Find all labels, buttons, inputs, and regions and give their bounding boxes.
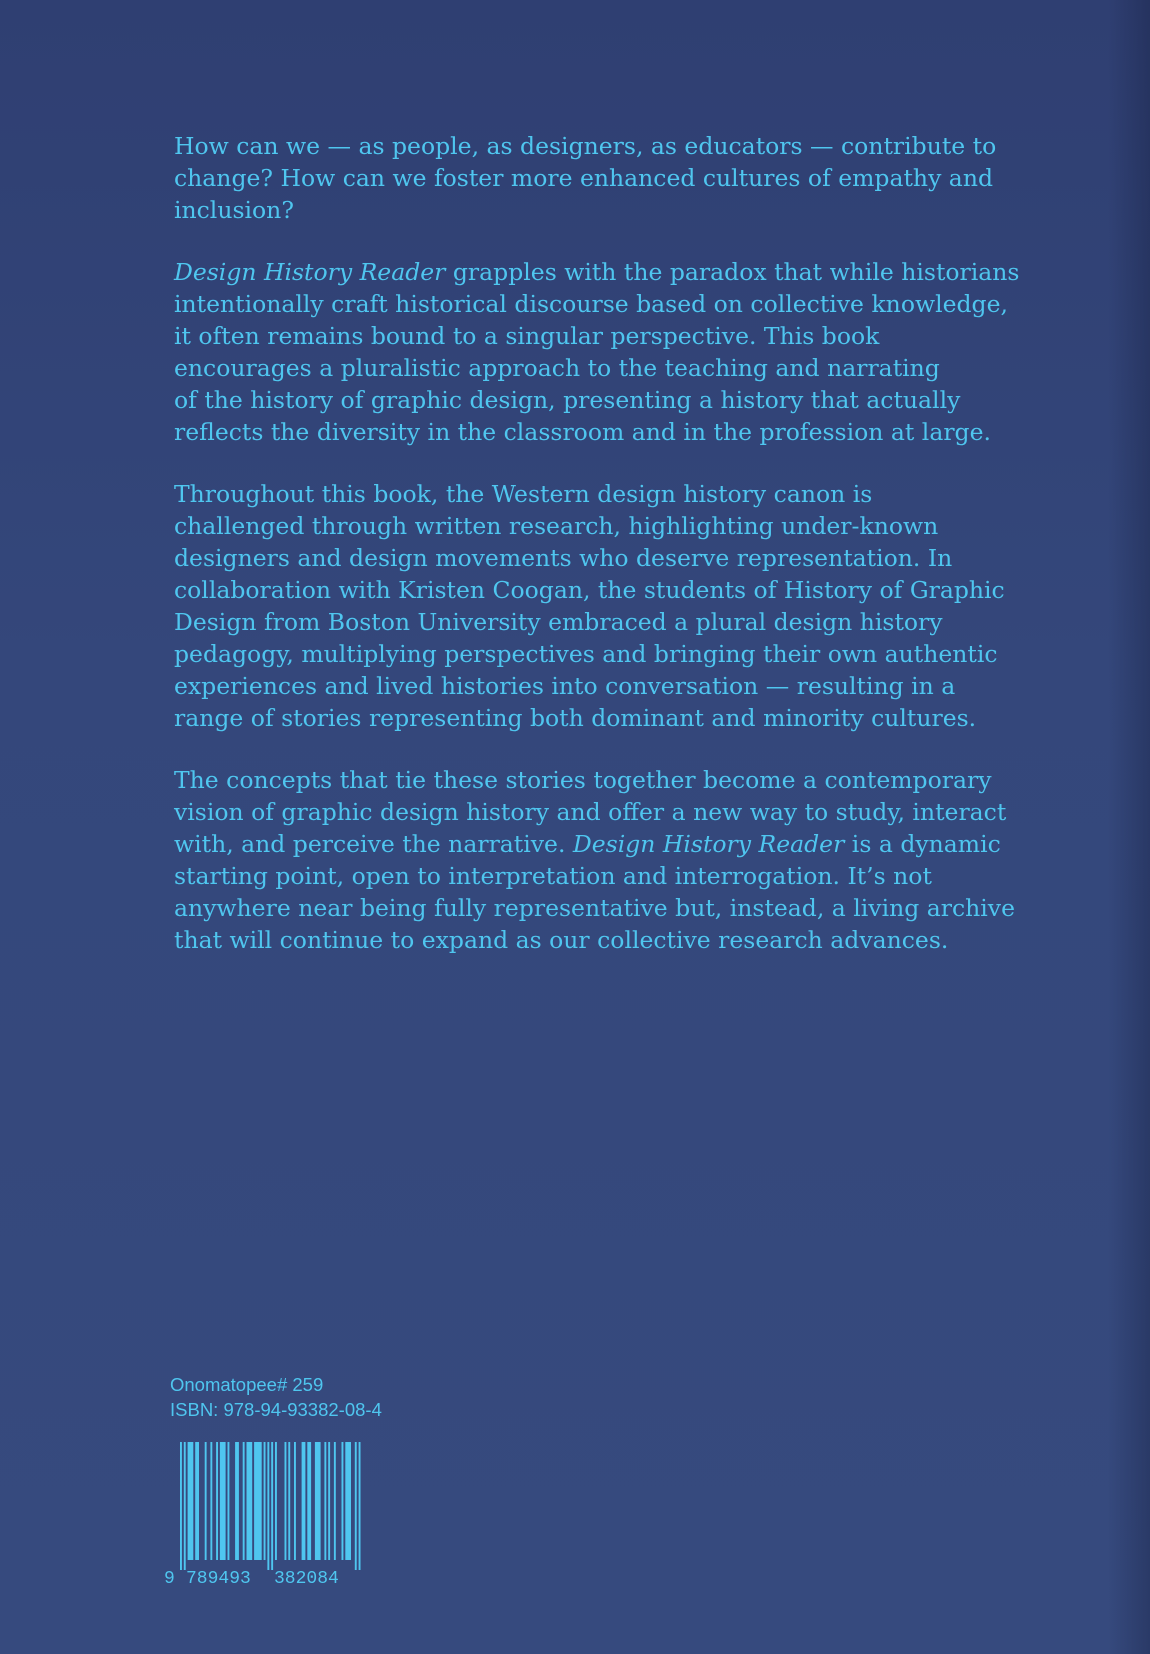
book-title-italic: Design History Reader (572, 830, 845, 858)
barcode-bar (359, 1442, 361, 1570)
barcode-bar (288, 1442, 290, 1560)
barcode-bar (315, 1442, 321, 1560)
barcode-bar (220, 1442, 226, 1560)
blurb-line: designers and design movements who deserve representation. In (174, 544, 953, 572)
blurb-line: vision of graphic design history and offer a new way to study, interact (174, 798, 1007, 826)
barcode-bar (294, 1442, 296, 1560)
barcode-bar (275, 1442, 277, 1560)
blurb-line (174, 256, 1020, 288)
blurb-paragraph-1 (174, 130, 997, 226)
barcode-bar (324, 1442, 326, 1560)
back-cover-blurb (174, 130, 1020, 986)
barcode-bars (180, 1442, 361, 1570)
blurb-line: it often remains bound to a singular perspective. This book (174, 322, 880, 350)
barcode-bar (180, 1442, 182, 1570)
blurb-line: range of stories representing both dominant and minority cultures. (174, 704, 977, 732)
blurb-line: intentionally craft historical discourse based on collective knowledge, (174, 290, 1008, 318)
barcode-right-digits: 382084 (274, 1569, 339, 1589)
blurb-line: Design from Boston University embraced a plural design history (174, 608, 943, 636)
blurb-line: Throughout this book, the Western design history canon is (174, 480, 873, 508)
blurb-line: starting point, open to interpretation and interrogation. It’s not (174, 862, 932, 890)
barcode-bar (307, 1442, 311, 1560)
barcode-left-digits: 789493 (186, 1569, 251, 1589)
barcode-bar (302, 1442, 306, 1560)
barcode-bar (334, 1442, 336, 1560)
cover-edge-shadow (1108, 0, 1150, 1654)
blurb-line: The concepts that tie these stories together become a contemporary (174, 766, 992, 794)
barcode-bar (210, 1442, 212, 1560)
barcode-bar (355, 1442, 357, 1570)
publisher-series-number: Onomatopee# 259 (170, 1374, 324, 1395)
barcode-bar (188, 1442, 194, 1560)
barcode-bar (271, 1442, 273, 1570)
blurb-line: experiences and lived histories into conversation — resulting in a (174, 672, 956, 700)
imprint-info (170, 1372, 382, 1422)
barcode-bar (243, 1442, 245, 1560)
blurb-line: reflects the diversity in the classroom and in the profession at large. (174, 418, 991, 446)
blurb-paragraph-3 (174, 478, 1005, 734)
barcode-bar (184, 1442, 186, 1570)
blurb-text: with, and perceive the narrative. (174, 830, 573, 858)
blurb-paragraph-2 (174, 256, 1020, 448)
blurb-text: grapples with the paradox that while historians (445, 258, 1020, 286)
blurb-line: encourages a pluralistic approach to the teaching and narrating (174, 354, 940, 382)
blurb-paragraph-4 (174, 764, 1015, 956)
isbn-number: ISBN: 978-94-93382-08-4 (170, 1399, 382, 1420)
barcode-lead-digit: 9 (164, 1569, 175, 1589)
blurb-line: pedagogy, multiplying perspectives and bringing their own authentic (174, 640, 998, 668)
blurb-line: How can we — as people, as designers, as educators — contribute to (174, 132, 997, 160)
blurb-line: inclusion? (174, 196, 294, 224)
blurb-line (174, 828, 1001, 860)
isbn-barcode (164, 1442, 374, 1590)
blurb-line: anywhere near being fully representative but, instead, a living archive (174, 894, 1015, 922)
barcode-bar (285, 1442, 287, 1560)
barcode-graphic (164, 1442, 374, 1590)
barcode-bar (195, 1442, 199, 1560)
barcode-bar (267, 1442, 269, 1570)
blurb-line: challenged through written research, highlighting under-known (174, 512, 939, 540)
barcode-bar (254, 1442, 262, 1560)
barcode-bar (342, 1442, 344, 1560)
barcode-bar (235, 1442, 239, 1560)
barcode-bar (264, 1442, 266, 1560)
barcode-bar (328, 1442, 330, 1560)
barcode-bar (205, 1442, 207, 1560)
blurb-line: change? How can we foster more enhanced cultures of empathy and (174, 164, 994, 192)
blurb-line: that will continue to expand as our collective research advances. (174, 926, 949, 954)
blurb-text: is a dynamic (844, 830, 1001, 858)
barcode-bar (345, 1442, 351, 1560)
blurb-line: of the history of graphic design, presenting a history that actually (174, 386, 961, 414)
barcode-bar (228, 1442, 230, 1560)
book-title-italic: Design History Reader (174, 258, 446, 286)
barcode-bar (247, 1442, 253, 1560)
blurb-line: collaboration with Kristen Coogan, the students of History of Graphic (174, 576, 1005, 604)
barcode-bar (216, 1442, 218, 1560)
